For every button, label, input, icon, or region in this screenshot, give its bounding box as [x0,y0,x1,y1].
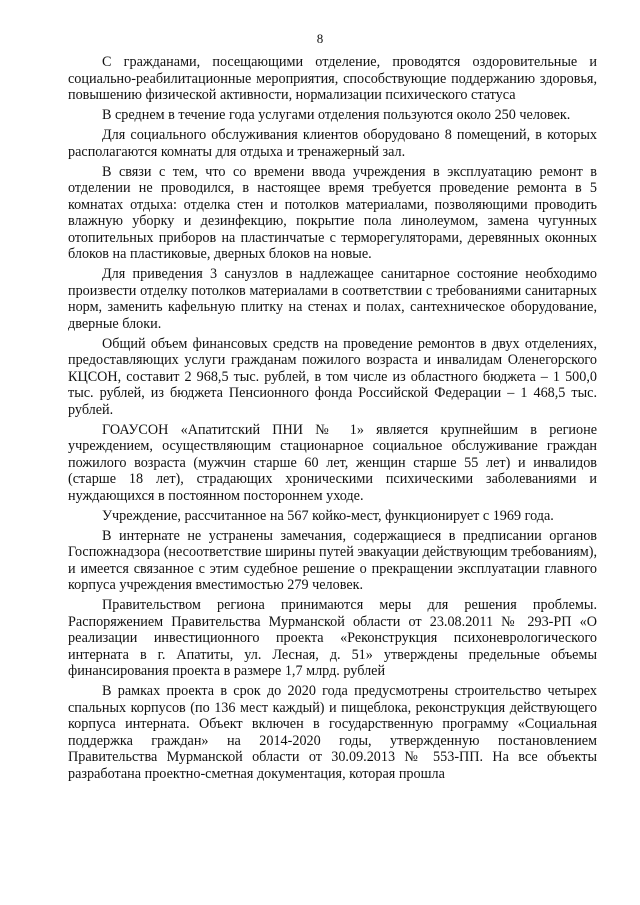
paragraph-capacity: Учреждение, рассчитанное на 567 койко-мест, функционирует с 1969 года. [102,507,554,524]
paragraph-construction-project: В рамках проекта в срок до 2020 года предусмотрены строительство четырех спальных корпусов (по 136 мест каждый) и пищеблока, реконструкция действующего корпуса интерната. Объект включен в государственную программу «Социальная поддержка граждан» на 2014-2020 годы, утвержденную постановлением Правительства Мурманской области от 30.09.2013 № 553-ПП. На все объекты разработана проектно-сметная документация, которая прошла [68,683,597,782]
paragraph-rest-room-repairs: В связи с тем, что со времени ввода учреждения в эксплуатацию ремонт в отделении не проводился, в настоящее время требуется проведение ремонта в 5 комнатах отдыха: отделка стен и потолков материалами, позволяющими проводить влажную уборку и дезинфекцию, покрытие пола линолеумом, замена чугунных отопительных приборов на пластинчатые с терморегуляторами, деревянных оконных блоков на пластиковые, дверных блоков на новые. [68,163,597,262]
paragraph-government-measures: Правительством региона принимаются меры для решения проблемы. Распоряжением Правительства Мурманской области от 23.08.2011 № 293-РП «О реализации инвестиционного проекта «Реконструкция психоневрологического интерната в г. Апатиты, ул. Лесная, д. 51» утверждены предельные объемы финансирования проекта в размере 1,7 млрд. рублей [68,597,597,679]
paragraph-repair-funding: Общий объем финансовых средств на проведение ремонтов в двух отделениях, предоставляющих услуги гражданам пожилого возраста и инвалидам Оленегорского КЦСОН, составит 2 968,5 тыс. рублей, в том числе из областного бюджета – 1 500,0 тыс. рублей, из бюджета Пенсионного фонда Российской Федерации – 1 468,5 тыс. рублей. [68,335,597,418]
page-number: 8 [316,31,324,46]
paragraph-apatity-institution: ГОАУСОН «Апатитский ПНИ № 1» является крупнейшим в регионе учреждением, осуществляющим стационарное социальное обслуживание граждан пожилого возраста (мужчин старше 60 лет, женщин старше 55 лет) и инвалидов (старше 18 лет), страдающих хроническими психическими заболеваниями и нуждающихся в постоянном постороннем уходе. [68,421,597,504]
paragraph-outreach-activities: С гражданами, посещающими отделение, проводятся оздоровительные и социально-реабилитационные мероприятия, способствующие поддержанию здоровья, повышению физической активности, нормализации психического статуса [68,54,597,103]
paragraph-equipped-rooms: Для социального обслуживания клиентов оборудовано 8 помещений, в которых располагаются комнаты для отдыха и тренажерный зал. [68,127,597,160]
paragraph-bathroom-repairs: Для приведения 3 санузлов в надлежащее санитарное состояние необходимо произвести отделку потолков материалами в соответствии с требованиями санитарных норм, заменить кафельную плитку на стенах и полах, сантехническое оборудование, дверные блоки. [68,266,597,332]
paragraph-annual-clients: В среднем в течение года услугами отделения пользуются около 250 человек. [102,107,571,123]
document-body [68,54,597,786]
paragraph-fire-inspection: В интернате не устранены замечания, содержащиеся в предписании органов Госпожнадзора (несоответствие ширины путей эвакуации действующим требованиям), и имеется связанное с этим судебное решение о прекращении эксплуатации главного корпуса учреждения вместимостью 279 человек. [68,527,597,593]
